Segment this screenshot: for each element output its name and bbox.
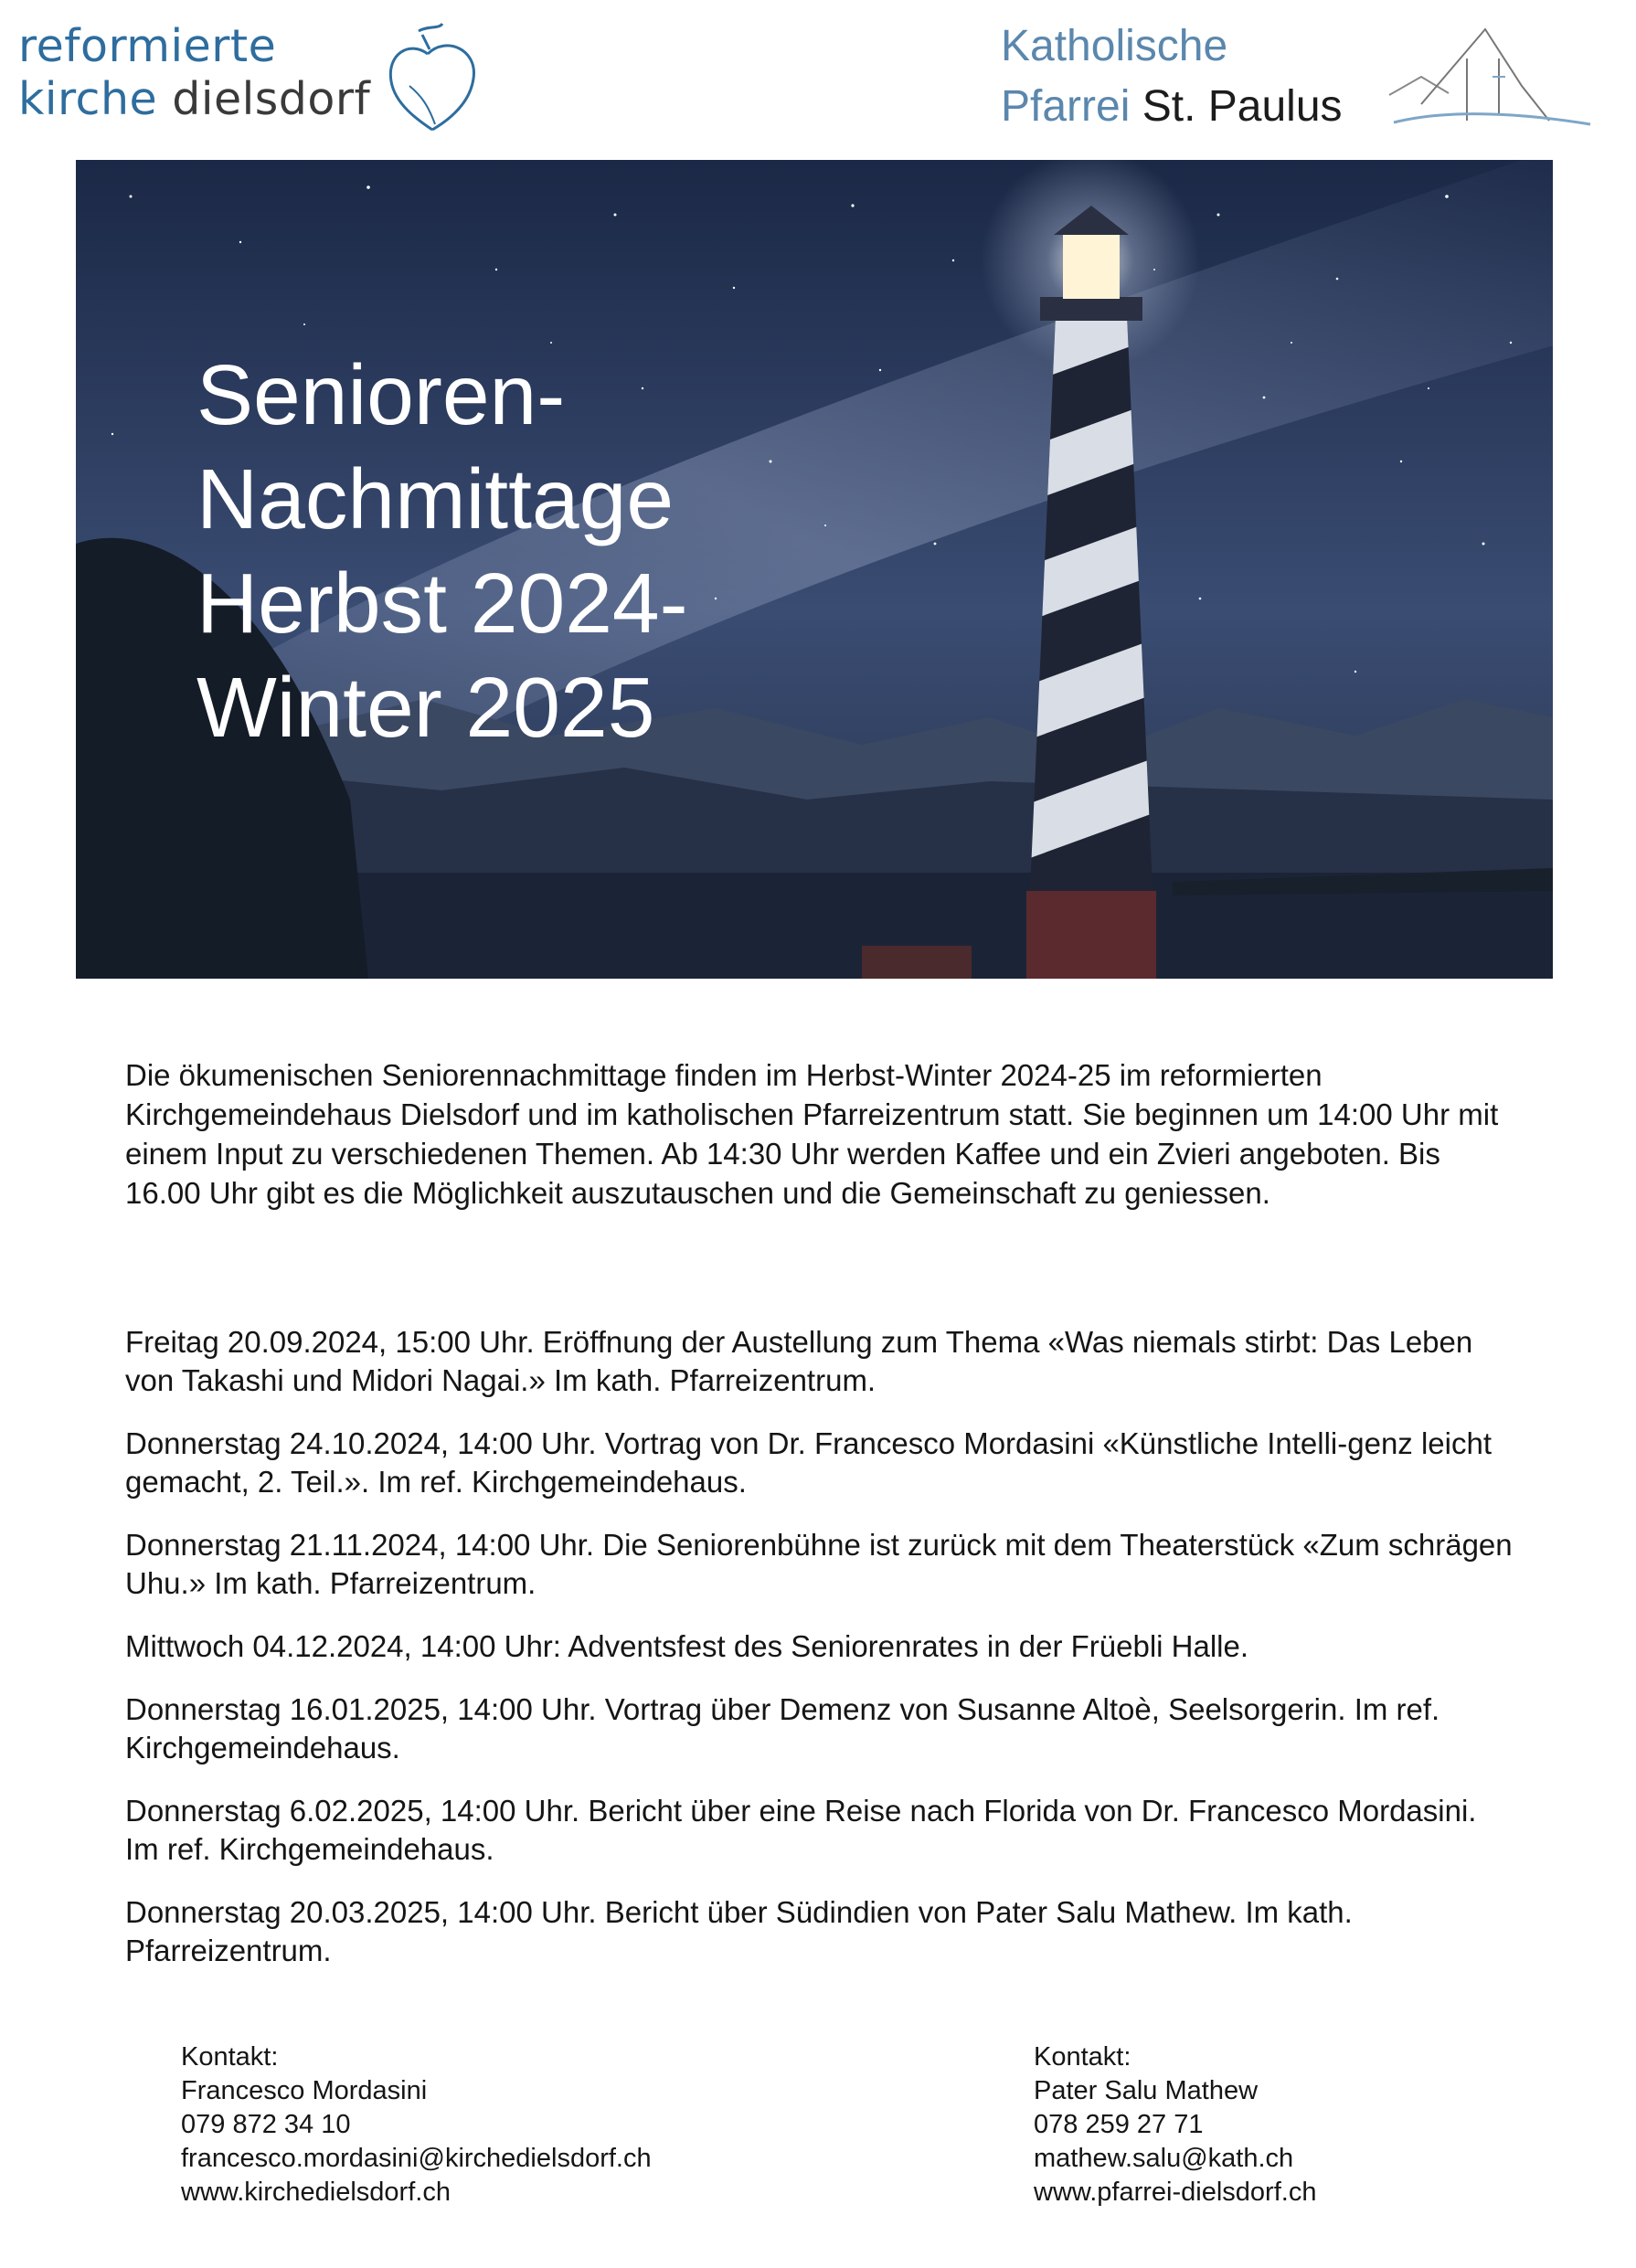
hero-title-line: Winter 2025	[197, 660, 655, 755]
dove-heart-icon	[382, 22, 483, 132]
hero-title	[197, 343, 688, 759]
hero-title-line: Herbst 2024-	[197, 556, 688, 651]
hero-title-line: Senioren-	[197, 347, 566, 442]
event-item: Donnerstag 24.10.2024, 14:00 Uhr. Vortrag von Dr. Francesco Mordasini «Künstliche Intelli-genz leicht gemacht, 2. Teil.». Im ref. Kirchgemeindehaus.	[125, 1426, 1493, 1499]
reformed-logo-line2	[18, 73, 370, 126]
reformed-logo-kirche: kirche	[18, 73, 158, 125]
event-item: Donnerstag 20.03.2025, 14:00 Uhr. Bericht über Südindien von Pater Salu Mathew. Im kath. Pfarreizentrum.	[125, 1895, 1353, 1967]
contact-email[interactable]: francesco.mordasini@kirchedielsdorf.ch	[181, 2144, 652, 2173]
contact-phone: 079 872 34 10	[181, 2110, 351, 2139]
reformed-church-logo	[18, 20, 370, 126]
event-item: Mittwoch 04.12.2024, 14:00 Uhr: Adventsfest des Seniorenrates in der Früebli Halle.	[125, 1629, 1249, 1663]
contact-website[interactable]: www.pfarrei-dielsdorf.ch	[1034, 2178, 1317, 2207]
event-item: Donnerstag 21.11.2024, 14:00 Uhr. Die Seniorenbühne ist zurück mit dem Theaterstück «Zum schrägen Uhu.» Im kath. Pfarreizentrum.	[125, 1528, 1513, 1600]
church-mountain-icon	[1385, 22, 1595, 132]
intro-paragraph: Die ökumenischen Seniorennachmittage finden im Herbst-Winter 2024-25 im reformierten Kirchgemeindehaus Dielsdorf und im katholischen Pfarreizentrum statt. Sie beginnen um 14:00 Uhr mit einem Input zu verschiedenen Themen. Ab 14:30 Uhr werden Kaffee und ein Zvieri angeboten. Bis 16.00 Uhr gibt es die Möglichkeit auszutauschen und die Gemeinschaft zu geniessen.	[125, 1058, 1499, 1210]
contact-catholic	[1034, 2040, 1316, 2210]
event-item: Donnerstag 6.02.2025, 14:00 Uhr. Bericht über eine Reise nach Florida von Dr. Francesco Mordasini. Im ref. Kirchgemeindehaus.	[125, 1794, 1477, 1866]
contact-name: Francesco Mordasini	[181, 2076, 428, 2105]
contact-reformed	[181, 2040, 652, 2210]
hero-title-line: Nachmittage	[197, 451, 675, 546]
catholic-logo-pfarrei: Pfarrei	[1001, 82, 1131, 131]
contact-phone: 078 259 27 71	[1034, 2110, 1204, 2139]
contact-label: Kontakt:	[1034, 2042, 1131, 2072]
event-list	[125, 1323, 1514, 1995]
event-item: Freitag 20.09.2024, 15:00 Uhr. Eröffnung der Austellung zum Thema «Was niemals stirbt: Das Leben von Takashi und Midori Nagai.» Im kath. Pfarreizentrum.	[125, 1325, 1473, 1397]
contact-name: Pater Salu Mathew	[1034, 2076, 1259, 2105]
catholic-logo-line2	[1001, 77, 1343, 137]
lighthouse-hero-image	[76, 160, 1553, 979]
reformed-logo-line1: reformierte	[18, 20, 277, 72]
reformed-logo-dielsdorf: dielsdorf	[172, 73, 371, 125]
contact-email[interactable]: mathew.salu@kath.ch	[1034, 2144, 1294, 2173]
catholic-parish-logo	[1001, 16, 1343, 137]
catholic-logo-st-paulus: St. Paulus	[1142, 82, 1343, 131]
contact-label: Kontakt:	[181, 2042, 279, 2072]
contact-website[interactable]: www.kirchedielsdorf.ch	[181, 2178, 451, 2207]
event-item: Donnerstag 16.01.2025, 14:00 Uhr. Vortrag über Demenz von Susanne Altoè, Seelsorgerin. Im ref. Kirchgemeindehaus.	[125, 1692, 1440, 1765]
catholic-logo-line1: Katholische	[1001, 22, 1228, 70]
